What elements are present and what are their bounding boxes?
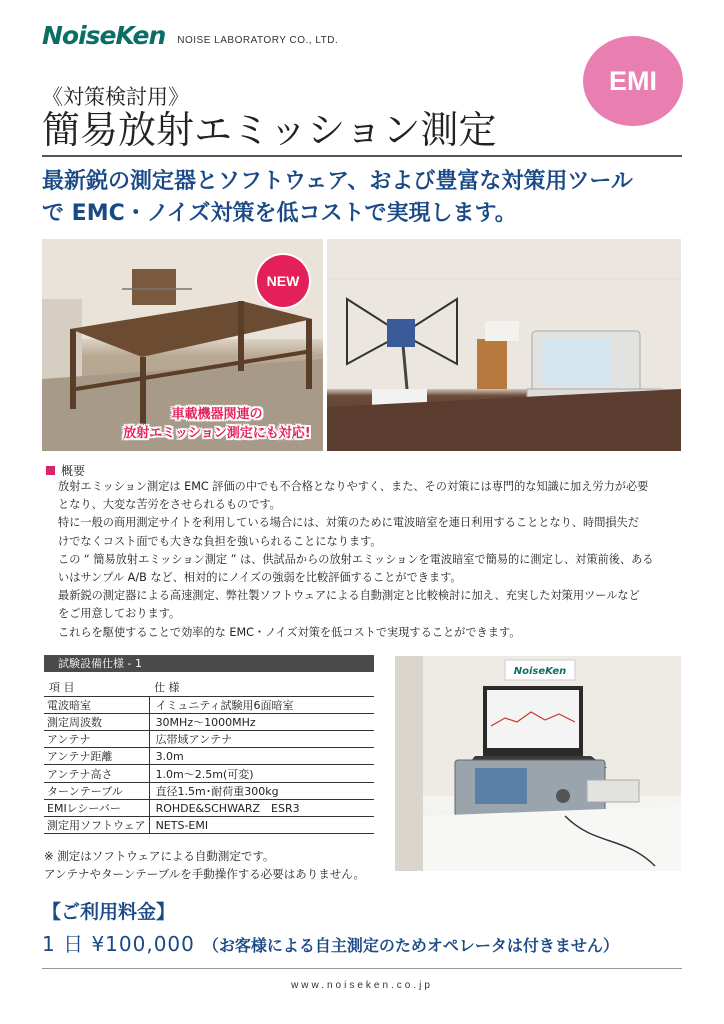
table-row (44, 696, 374, 713)
page-title: 簡易放射エミッション測定 (42, 108, 497, 152)
spec-item: ターンテーブル (44, 782, 149, 799)
new-badge: NEW (257, 255, 309, 307)
overview-heading (46, 462, 85, 479)
table-row (44, 799, 374, 816)
overview-line: 放射エミッション測定は EMC 評価の中でも不合格となりやすく、また、その対策には専門的な知識に加え労力が必要 (58, 480, 649, 493)
photo-caption-line-2: 放射エミッション測定にも対応! (123, 426, 311, 441)
chamber-illustration (327, 239, 681, 451)
spec-item: アンテナ距離 (44, 748, 149, 765)
lead-text (42, 166, 692, 230)
spec-value: イミュニティ試験用6面暗室 (149, 696, 374, 713)
spec-band: 試験設備仕様 - 1 (44, 655, 374, 672)
spec-item: アンテナ高さ (44, 765, 149, 782)
overview-line: をご用意しております。 (58, 607, 181, 621)
photo-receiver-setup (395, 656, 681, 871)
spec-note-line-2: アンテナやターンテーブルを手動操作する必要はありません。 (44, 867, 365, 881)
spec-header-row (44, 679, 374, 696)
price-line (42, 928, 619, 957)
overview-heading-label: 概要 (61, 464, 86, 478)
overview-line: となり、大変な苦労をさせられるものです。 (58, 498, 281, 512)
price-note: （お客様による自主測定のためオペレータは付きません） (202, 936, 619, 955)
table-row (44, 817, 374, 834)
company-logo (42, 22, 338, 50)
table-row (44, 765, 374, 782)
photo-caption (112, 405, 322, 443)
receiver-setup-illustration (395, 656, 681, 871)
spec-item: 電波暗室 (44, 696, 149, 713)
photo-caption-line-1: 車載機器関連の (171, 407, 263, 422)
spec-item: 測定周波数 (44, 713, 149, 730)
spec-value: 3.0m (149, 748, 374, 765)
company-name: NOISE LABORATORY CO., LTD. (177, 35, 339, 46)
overview-body (58, 478, 683, 642)
price-amount: 1 日 ¥100,000 (42, 932, 195, 956)
spec-header-item: 項 目 (44, 679, 149, 696)
spec-value: 1.0m〜2.5m(可変) (149, 765, 374, 782)
spec-value: 直径1.5m･耐荷重300kg (149, 782, 374, 799)
overview-line: この “ 簡易放射エミッション測定 ” は、供試品からの放射エミッションを電波暗室で簡易的に測定し、対策前後、ある (58, 552, 654, 566)
spec-item: EMIレシーバー (44, 799, 149, 816)
website-link[interactable]: www.noiseken.co.jp (291, 980, 433, 991)
spec-value: 30MHz〜1000MHz (149, 713, 374, 730)
photo-test-table (42, 239, 323, 451)
spec-item: 測定用ソフトウェア (44, 817, 149, 834)
monitor-logo: NoiseKen (513, 666, 567, 677)
section-square-icon (46, 466, 55, 475)
title-rule (42, 155, 682, 157)
table-row (44, 782, 374, 799)
emi-badge: EMI (583, 36, 683, 126)
overview-line: けでなくコスト面でも大きな負担を強いられることになります。 (58, 534, 382, 548)
spec-note (44, 847, 365, 883)
spec-value: NETS-EMI (149, 817, 374, 834)
spec-item: アンテナ (44, 731, 149, 748)
overview-line: 特に一般の商用測定サイトを利用している場合には、対策のために電波暗室を連日利用することとなり、時間損失だ (58, 516, 639, 530)
logo-mark: NoiseKen (42, 21, 166, 50)
table-row (44, 748, 374, 765)
title-sub: 《対策検討用》 (42, 85, 189, 109)
table-row (44, 731, 374, 748)
table-row (44, 713, 374, 730)
price-heading: 【ご利用料金】 (42, 901, 176, 923)
lead-line-1: 最新鋭の測定器とソフトウェア、および豊富な対策用ツール (42, 169, 633, 194)
overview-line: 最新鋭の測定器による高速測定、弊社製ソフトウェアによる自動測定と比較検討に加え、充実した対策用ツールなど (58, 589, 640, 603)
footer-rule (42, 968, 682, 969)
overview-line: これらを駆使することで効率的な EMC・ノイズ対策を低コストで実現することができます。 (58, 625, 521, 639)
spec-value: ROHDE&SCHWARZ ESR3 (149, 799, 374, 816)
spec-header-spec: 仕 様 (149, 679, 374, 696)
spec-note-line-1: ※ 測定はソフトウェアによる自動測定です。 (44, 849, 275, 863)
photo-anechoic-chamber (327, 239, 681, 451)
spec-table (44, 679, 374, 834)
lead-line-2: で EMC・ノイズ対策を低コストで実現します。 (42, 201, 517, 226)
spec-value: 広帯域アンテナ (149, 731, 374, 748)
overview-line: いはサンプル A/B など、相対的にノイズの強弱を比較評価することができます。 (58, 571, 462, 585)
